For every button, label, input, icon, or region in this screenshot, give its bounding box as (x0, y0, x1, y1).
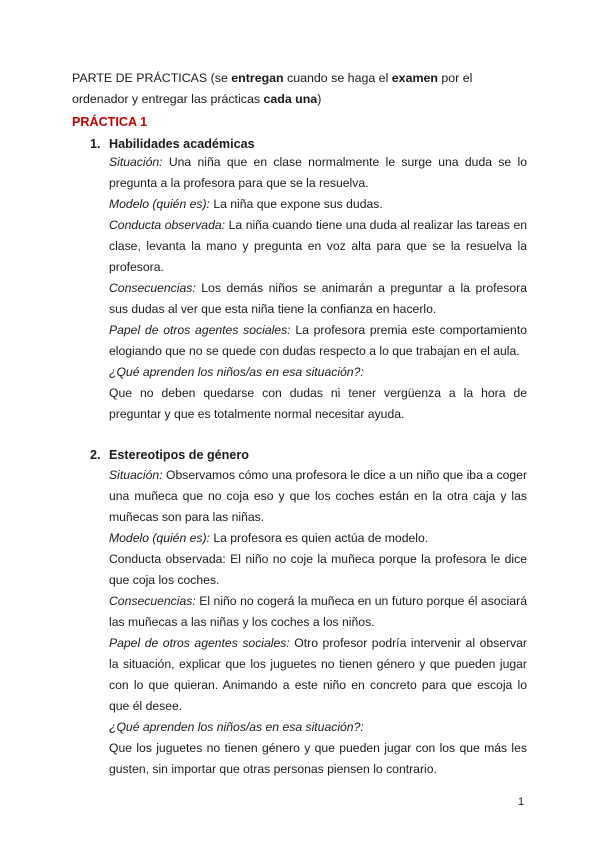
section-1-situacion (109, 152, 527, 194)
section-2-consecuencias (109, 591, 527, 633)
section-2-papel (109, 633, 527, 717)
section-1-title: Habilidades académicas (109, 137, 255, 151)
section-2-pregunta: ¿Qué aprenden los niños/as en esa situación?: (109, 720, 364, 734)
section-1-number: 1. (90, 137, 101, 151)
modelo-label: Modelo (quién es): (109, 197, 210, 211)
intro-text-3: por el ordenador y entregar las prácticas (72, 71, 473, 106)
situacion-text: Una niña que en clase normalmente le surge una duda se lo pregunta a la profesora para que se la resuelva. (109, 155, 527, 190)
section-2-conducta: Conducta observada: El niño no coje la muñeca porque la profesora le dice que coja los coches. (109, 552, 527, 587)
papel-text: Otro profesor podría intervenir al observar la situación, explicar que los juguetes no tienen género y que pueden jugar con lo que quieran. Animando a este niño en concreto para que escoja lo que él desee. (109, 636, 527, 713)
section-2-body (109, 465, 527, 780)
section-2-number: 2. (90, 448, 101, 462)
consecuencias-text: Los demás niños se animarán a preguntar a la profesora sus dudas al ver que esta niña tiene la confianza en hacerlo. (109, 281, 527, 316)
section-2-title: Estereotipos de género (109, 448, 249, 462)
section-1-consecuencias (109, 278, 527, 320)
section-1-modelo (109, 194, 527, 215)
intro-bold-examen: examen (391, 71, 438, 85)
page-number: 1 (518, 796, 525, 808)
section-1-respuesta: Que no deben quedarse con dudas ni tener vergüenza a la hora de preguntar y que es totalmente normal necesitar ayuda. (109, 386, 527, 421)
modelo-text: La profesora es quien actúa de modelo. (209, 531, 429, 545)
section-2-modelo (109, 528, 527, 549)
section-1-pregunta: ¿Qué aprenden los niños/as en esa situación?: (109, 365, 364, 379)
section-1-body (109, 152, 527, 425)
situacion-text: Observamos cómo una profesora le dice a un niño que iba a coger una muñeca que no coja eso y que los coches están en la otra caja y las muñecas son para las niñas. (109, 468, 527, 524)
conducta-text: La niña cuando tiene una duda al realizar las tareas en clase, levanta la mano y pregunta en voz alta para que se la resuelva la profesora. (109, 218, 527, 274)
practice-title: PRÁCTICA 1 (72, 115, 148, 129)
consecuencias-text: El niño no cogerá la muñeca en un futuro porque él asociará las muñecas a las niñas y los coches a los niños. (109, 594, 527, 629)
section-2-respuesta: Que los juguetes no tienen género y que pueden jugar con los que más les gusten, sin importar que otras personas piensen lo contrario. (109, 741, 527, 776)
section-1-papel (109, 320, 527, 362)
intro-bold-cada-una: cada una (263, 92, 318, 106)
intro-bold-entregan: entregan (231, 71, 284, 85)
section-1-conducta (109, 215, 527, 278)
situacion-label: Situación: (109, 155, 163, 169)
situacion-label: Situación: (109, 468, 163, 482)
papel-label: Papel de otros agentes sociales: (109, 636, 290, 650)
modelo-text: La niña que expone sus dudas. (209, 197, 383, 211)
papel-text: La profesora premia este comportamiento elogiando que no se quede con dudas respecto a lo que trabajan en el aula. (109, 323, 527, 358)
consecuencias-label: Consecuencias: (109, 281, 196, 295)
papel-label: Papel de otros agentes sociales: (109, 323, 291, 337)
intro-text-1: PARTE DE PRÁCTICAS (se (72, 71, 232, 85)
section-2-heading (90, 445, 249, 466)
section-2-situacion (109, 465, 527, 528)
consecuencias-label: Consecuencias: (109, 594, 196, 608)
intro-paragraph (72, 68, 532, 110)
modelo-label: Modelo (quién es): (109, 531, 210, 545)
intro-text-2: cuando se haga el (283, 71, 392, 85)
conducta-label: Conducta observada: (109, 218, 226, 232)
intro-text-4: ) (317, 92, 322, 106)
